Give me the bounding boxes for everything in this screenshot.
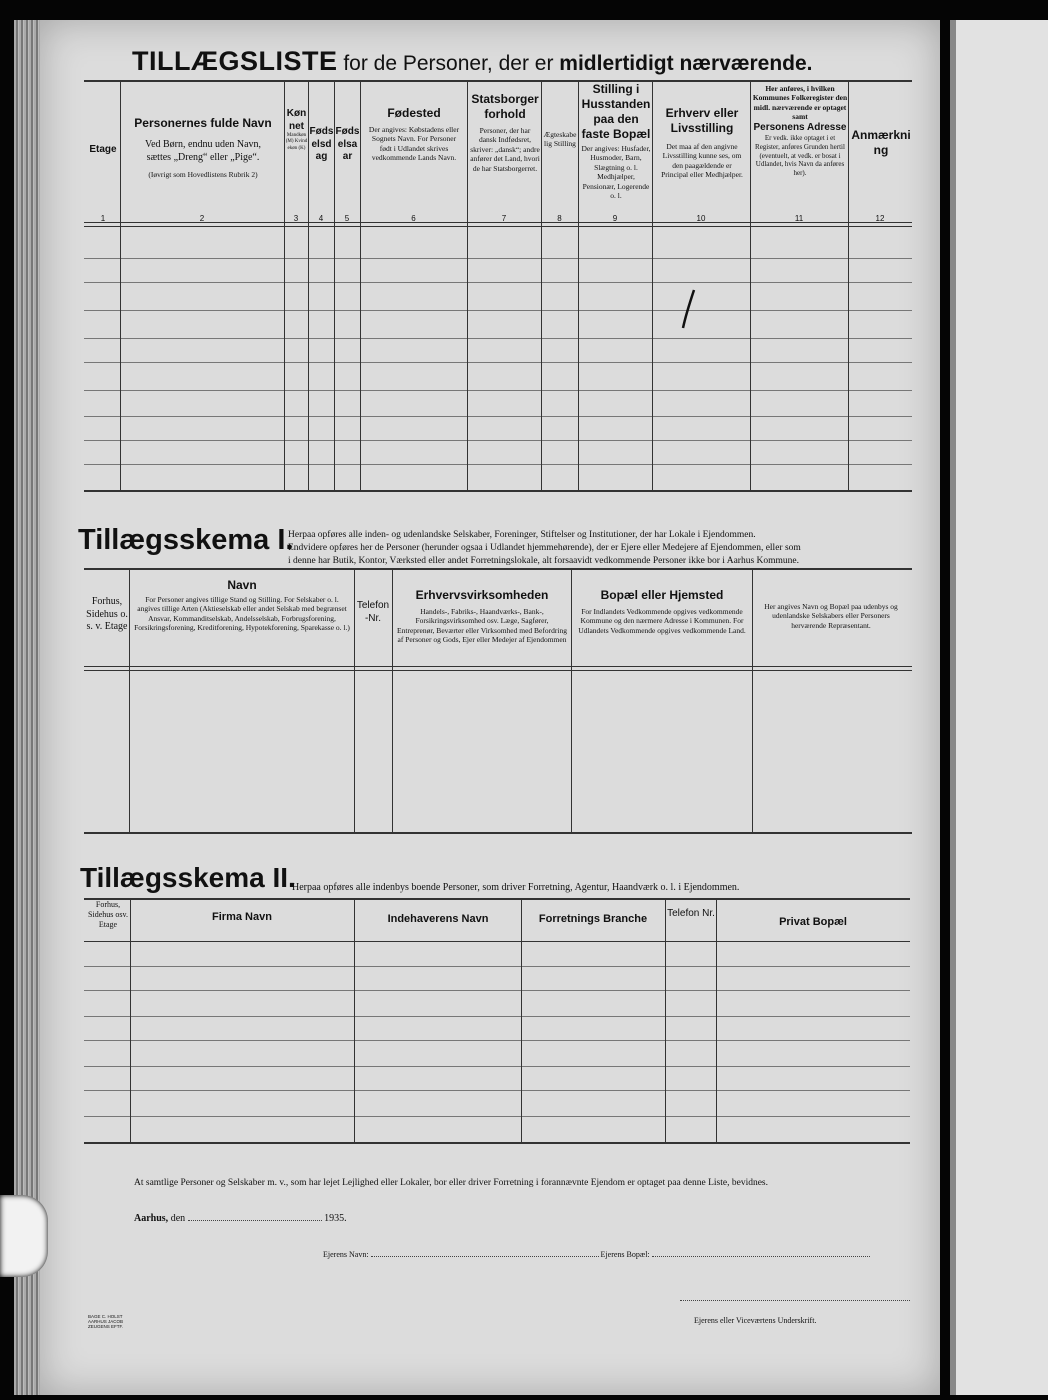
s1-col-representative: Her angives Navn og Bopæl paa udenbys og udenlandske Selskabers eller Personers herværende Repræsentant. (764, 602, 898, 630)
col-address-header: Her anføres, i hvilken Kommunes Folkeregister den midl. nærværende er optaget samt Personens Adresse Er vedk. ikke optaget i et Register, anføres Grunden hertil (eventuelt, at vedk. er bosat i Udlandet, hvis Navn da anføres her). (752, 84, 848, 177)
col-occupation-header: Erhverv eller Livsstilling Det maa af den angivne Livsstilling kunne ses, om den paagældende er Principal eller Medhjælper. (661, 106, 743, 180)
form-page (40, 20, 940, 1395)
col-household-header: Stilling i Husstanden paa den faste Bopæl Der angives: Husfader, Husmoder, Barn, Slægtning o. l. Medhjælper, Pensionær, Logerende o. l. (581, 82, 651, 200)
page-tab-marker (0, 1195, 48, 1277)
col-num: 4 (318, 214, 324, 223)
s2-col-private: Privat Bopæl (779, 916, 847, 928)
date-field[interactable] (188, 1220, 322, 1221)
s1-col-residence: Bopæl eller Hjemsted For Indlandets Vedkommende opgives vedkommende Kommune og den nærmere Adresse i Kommunen. For Udlandets Vedkommende opgives vedkommende Land. (578, 588, 746, 635)
col-birthplace-header: Fødested Der angives: Købstadens eller Sognets Navn. For Personer født i Udlandet skrives vedkommende Lands Navn. (368, 106, 460, 163)
col-num: 7 (501, 214, 507, 223)
col-citizenship-header: Statsborgerforhold Personer, der har dansk Indfødsret, skriver: „dansk“; andre anfører det Land, hvori de har Statsborgerret. (470, 92, 540, 173)
date-line: Aarhus, den 1935. (134, 1213, 347, 1224)
signature-field[interactable] (680, 1298, 910, 1301)
s1-col-name: Navn For Personer angives tillige Stand og Stilling. For Selskaber o. l. angives tillige Arten (Aktieselskab eller andet Selskab med begrænset Ansvar, Kommanditselskab, Andelsselskab, Forbrugsforening, Forsikringsforening, Kreditforening, Hypotekforening, Sparekasse o. l.) (134, 578, 350, 633)
col-num: 2 (199, 214, 205, 223)
owner-address-field[interactable] (652, 1256, 870, 1257)
skema2-title: Tillægsskema II. (80, 862, 296, 893)
s2-col-etage: Forhus, Sidehus osv. Etage (88, 900, 128, 929)
col-birthyear-header: Fødselsaar (335, 126, 360, 162)
col-name-header: Personernes fulde Navn Ved Børn, endnu uden Navn, sættes „Dreng“ eller „Pige“. (Iøvrigt som Hovedlistens Rubrik 2) (134, 116, 272, 179)
col-num: 9 (612, 214, 618, 223)
printer-mark: BAGE C. HOLST AARHUS JACOB ZEUGENS EFTF. (88, 1314, 124, 1329)
skema1-title: Tillægsskema I. (78, 524, 294, 556)
skema1-intro: Herpaa opføres alle inden- og udenlandske Selskaber, Foreninger, Stiftelser og Institutioner, der har Lokale i Ejendommen. Endvidere opføres her de Personer (herunder ogsaa i Udlandet hjemmehørende), der er Ejere eller Medejere af Ejendommen, eller som i denne har Butik, Kontor, Værksted eller andet Forretningslokale, alt forsaavidt vedkommende Personer ikke bor i Aarhus Kommune. (288, 530, 801, 566)
col-gender-header: Kønnet Mandkøn (M) Kvindekøn (K) (285, 108, 308, 151)
col-birthday-header: Fødselsdag (309, 126, 334, 162)
page-title: TILLÆGSLISTE for de Personer, der er midlertidigt nærværende. (132, 46, 813, 76)
owner-name-line: Ejerens Navn: Ejerens Bopæl: (323, 1250, 870, 1259)
col-num: 5 (344, 214, 350, 223)
col-num: 3 (293, 214, 299, 223)
s1-col-business: Erhvervsvirksomheden Handels-, Fabriks-, Haandværks-, Bank-, Forsikringsvirksomhed osv. Læge, Sagfører, Entreprenør, Beværter eller Virksomhed med Befordring af Personer og Gods, Ejer eller Medejer af Ejendommen (397, 588, 567, 645)
col-num: 10 (696, 214, 706, 223)
col-num: 6 (411, 214, 416, 223)
s2-col-firm: Firma Navn (212, 911, 272, 923)
col-num: 1 (100, 214, 106, 223)
col-num: 12 (875, 214, 885, 223)
s2-col-branch: Forretnings Branche (538, 913, 648, 925)
s1-col-phone: Telefon-Nr. (356, 600, 390, 624)
s2-col-owner: Indehaverens Navn (387, 913, 489, 925)
signature-label: Ejerens eller Viceværtens Underskrift. (694, 1316, 817, 1325)
col-num: 11 (794, 214, 804, 223)
attestation-text: At samtlige Personer og Selskaber m. v., som har lejet Lejlighed eller Lokaler, bor eller driver Forretning i forannævnte Ejendom er optaget paa denne Liste, bevidnes. (134, 1178, 768, 1188)
owner-name-field[interactable] (371, 1256, 599, 1257)
s1-col-etage: Forhus, Sidehus o. s. v. Etage (86, 596, 128, 632)
s2-col-phone: Telefon Nr. (667, 908, 715, 919)
pen-mark (680, 288, 700, 332)
col-remark-header: Anmærkning (851, 128, 911, 157)
col-etage-header: Etage (89, 144, 117, 155)
col-marital-header: Ægteskabelig Stilling (543, 130, 577, 149)
skema2-intro: Herpaa opføres alle indenbys boende Personer, som driver Forretning, Agentur, Haandværk o. l. i Ejendommen. (292, 882, 740, 893)
book-binding (14, 20, 40, 1395)
adjacent-page (950, 20, 1048, 1395)
col-num: 8 (557, 214, 562, 223)
